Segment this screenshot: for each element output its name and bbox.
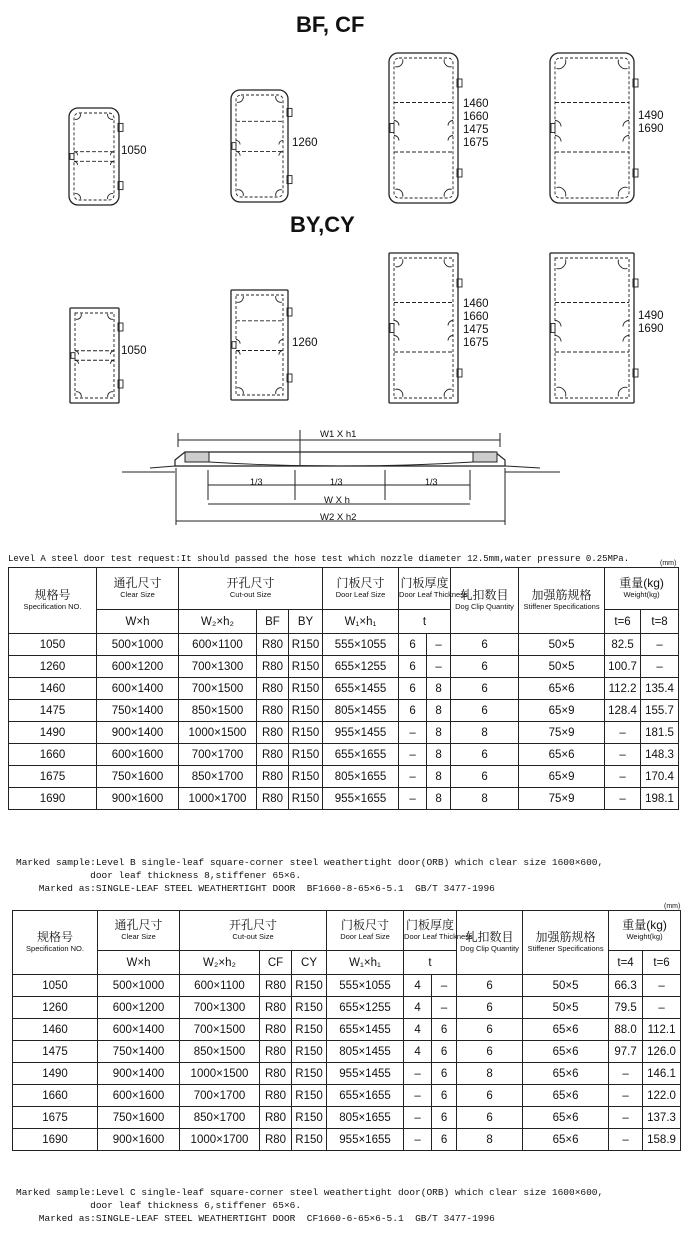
cell-thick-2: –: [432, 997, 457, 1019]
dim-label-third: 1/3: [330, 477, 343, 487]
cell-leaf-size: 955×1655: [323, 788, 399, 810]
sub-header: t: [404, 951, 457, 975]
cell-weight-2: –: [643, 997, 681, 1019]
cell-thick-2: –: [427, 634, 451, 656]
sub-header: W₁×h₁: [323, 610, 399, 634]
cell-thick-2: 8: [427, 788, 451, 810]
cell-stiffener: 65×6: [519, 678, 605, 700]
cell-dog-clips: 8: [457, 1063, 523, 1085]
cell-clear-size: 600×1200: [97, 656, 179, 678]
cell-cutout-size: 850×1700: [179, 766, 257, 788]
cell-cutout-size: 600×1100: [179, 634, 257, 656]
cell-corner-1: R80: [260, 1019, 292, 1041]
cell-spec: 1475: [9, 700, 97, 722]
cell-thick-1: –: [399, 766, 427, 788]
cell-thick-1: –: [404, 1107, 432, 1129]
cell-weight-1: 100.7: [605, 656, 641, 678]
cell-cutout-size: 700×1300: [179, 656, 257, 678]
cell-thick-2: 6: [432, 1085, 457, 1107]
cell-thick-2: 8: [427, 744, 451, 766]
marked-sample-note-b: Marked sample:Level B single-leaf square-corner steel weathertight door(ORB) which clear size 1600×600, door leaf thickness 8,stiffener 65×6. Marked as:SINGLE-LEAF STEEL WEATHERTIGHT DOOR BF1660-8-65×6-5.1 GB/T 3477-1996: [16, 857, 604, 894]
cell-corner-1: R80: [260, 1107, 292, 1129]
cell-thick-2: –: [432, 975, 457, 997]
cell-thick-2: 8: [427, 722, 451, 744]
cell-leaf-size: 655×1255: [327, 997, 404, 1019]
cell-corner-2: R150: [289, 656, 323, 678]
cell-corner-2: R150: [292, 1107, 327, 1129]
cell-corner-2: R150: [289, 766, 323, 788]
cell-cutout-size: 700×1300: [180, 997, 260, 1019]
cell-corner-2: R150: [289, 678, 323, 700]
cell-spec: 1690: [13, 1129, 98, 1151]
cell-corner-1: R80: [257, 700, 289, 722]
table-row: [9, 744, 679, 766]
cell-leaf-size: 655×1655: [327, 1085, 404, 1107]
cell-spec: 1690: [9, 788, 97, 810]
cell-clear-size: 900×1600: [97, 788, 179, 810]
col-header-thickness: 门板厚度 Door Leaf Thickness: [399, 568, 451, 610]
cell-spec: 1675: [13, 1107, 98, 1129]
cell-leaf-size: 655×1655: [323, 744, 399, 766]
cell-corner-2: R150: [292, 1041, 327, 1063]
door-outline: [231, 90, 292, 202]
sub-header: t=6: [643, 951, 681, 975]
cell-cutout-size: 1000×1700: [180, 1129, 260, 1151]
cell-cutout-size: 1000×1700: [179, 788, 257, 810]
cell-corner-1: R80: [260, 1063, 292, 1085]
cell-spec: 1050: [9, 634, 97, 656]
cell-dog-clips: 6: [451, 634, 519, 656]
cell-corner-2: R150: [289, 744, 323, 766]
cell-weight-2: 170.4: [641, 766, 679, 788]
cell-cutout-size: 850×1500: [180, 1041, 260, 1063]
table-row: [9, 634, 679, 656]
cell-corner-1: R80: [257, 788, 289, 810]
cell-weight-2: 148.3: [641, 744, 679, 766]
cell-weight-2: 135.4: [641, 678, 679, 700]
cell-dog-clips: 6: [451, 700, 519, 722]
table-row: [13, 1063, 681, 1085]
cell-corner-2: R150: [292, 1019, 327, 1041]
cell-weight-1: –: [609, 1129, 643, 1151]
door-size-label-group: 1460 1660 1475 1675: [463, 298, 489, 349]
cell-thick-1: 6: [399, 678, 427, 700]
cell-thick-2: 6: [432, 1063, 457, 1085]
table-row: [9, 700, 679, 722]
cell-corner-2: R150: [292, 1085, 327, 1107]
sub-header: t=4: [609, 951, 643, 975]
cell-corner-1: R80: [260, 975, 292, 997]
cell-spec: 1460: [9, 678, 97, 700]
cell-weight-1: –: [605, 722, 641, 744]
cell-stiffener: 65×6: [523, 1085, 609, 1107]
col-header-stiffener: 加强筋规格 Stiffener Specifications: [519, 568, 605, 634]
cell-dog-clips: 8: [451, 722, 519, 744]
cell-leaf-size: 655×1255: [323, 656, 399, 678]
cell-thick-1: –: [399, 722, 427, 744]
cell-weight-2: –: [641, 634, 679, 656]
cell-weight-2: 122.0: [643, 1085, 681, 1107]
door-outline: [231, 290, 292, 400]
marked-sample-note-c: Marked sample:Level C single-leaf square-corner steel weathertight door(ORB) which clear size 1600×600, door leaf thickness 6,stiffener 65×6. Marked as:SINGLE-LEAF STEEL WEATHERTIGHT DOOR CF1660-6-65×6-5.1 GB/T 3477-1996: [16, 1187, 604, 1224]
col-header-clear: 通孔尺寸 Clear Size: [98, 911, 180, 951]
cell-thick-1: 4: [404, 1019, 432, 1041]
cell-dog-clips: 6: [451, 766, 519, 788]
col-header-spec: 规格号 Specification NO.: [13, 911, 98, 975]
cell-thick-1: 6: [399, 634, 427, 656]
cell-clear-size: 500×1000: [98, 975, 180, 997]
table-row: [13, 997, 681, 1019]
cell-thick-1: 4: [404, 1041, 432, 1063]
door-outline: [389, 53, 462, 203]
cell-clear-size: 900×1600: [98, 1129, 180, 1151]
cell-dog-clips: 6: [457, 1085, 523, 1107]
test-note: Level A steel door test request:It should passed the hose test which nozzle diameter 12.5mm,water pressure 0.25MPa.: [8, 554, 630, 564]
cell-dog-clips: 6: [451, 678, 519, 700]
cell-weight-1: 66.3: [609, 975, 643, 997]
sub-header: BY: [289, 610, 323, 634]
door-outline: [550, 253, 638, 403]
cell-clear-size: 600×1600: [97, 744, 179, 766]
cell-corner-2: R150: [289, 788, 323, 810]
cell-weight-2: 146.1: [643, 1063, 681, 1085]
cell-corner-2: R150: [292, 997, 327, 1019]
cell-clear-size: 600×1400: [98, 1019, 180, 1041]
cell-cutout-size: 700×1500: [180, 1019, 260, 1041]
cell-dog-clips: 6: [457, 975, 523, 997]
door-size-label-group: 1460 1660 1475 1675: [463, 98, 489, 149]
cell-stiffener: 65×6: [523, 1019, 609, 1041]
sub-header: t: [399, 610, 451, 634]
cell-corner-2: R150: [289, 634, 323, 656]
cell-leaf-size: 955×1455: [323, 722, 399, 744]
table-row: [9, 678, 679, 700]
cell-stiffener: 65×6: [519, 744, 605, 766]
cell-dog-clips: 6: [451, 656, 519, 678]
cell-thick-2: 6: [432, 1019, 457, 1041]
dim-label-w1h1: W1 X h1: [320, 429, 357, 440]
sub-header: W₂×h₂: [180, 951, 260, 975]
table-row: [13, 1019, 681, 1041]
cell-corner-1: R80: [257, 634, 289, 656]
cell-spec: 1660: [13, 1085, 98, 1107]
cell-corner-2: R150: [289, 700, 323, 722]
table-row: [9, 722, 679, 744]
cell-thick-1: –: [404, 1063, 432, 1085]
cell-corner-1: R80: [260, 1041, 292, 1063]
cell-thick-2: 6: [432, 1041, 457, 1063]
door-size-label-group: 1490 1690: [638, 310, 664, 335]
cell-stiffener: 65×6: [523, 1041, 609, 1063]
cell-leaf-size: 955×1655: [327, 1129, 404, 1151]
sub-header: CF: [260, 951, 292, 975]
cell-dog-clips: 8: [451, 788, 519, 810]
cell-corner-1: R80: [260, 997, 292, 1019]
cell-stiffener: 65×9: [519, 700, 605, 722]
cell-corner-2: R150: [292, 1063, 327, 1085]
sub-header: CY: [292, 951, 327, 975]
sub-header: t=8: [641, 610, 679, 634]
door-size-label: 1050: [121, 145, 147, 157]
cell-clear-size: 750×1400: [97, 700, 179, 722]
cell-thick-1: 4: [404, 975, 432, 997]
cell-weight-1: 97.7: [609, 1041, 643, 1063]
door-outline: [70, 308, 123, 403]
door-outline: [550, 53, 638, 203]
cell-clear-size: 750×1600: [98, 1107, 180, 1129]
cell-leaf-size: 955×1455: [327, 1063, 404, 1085]
cell-weight-1: 112.2: [605, 678, 641, 700]
col-header-stiffener: 加强筋规格 Stiffener Specifications: [523, 911, 609, 975]
cell-weight-1: –: [609, 1107, 643, 1129]
cell-stiffener: 50×5: [519, 634, 605, 656]
cell-corner-1: R80: [260, 1085, 292, 1107]
dim-label-third: 1/3: [425, 477, 438, 487]
cell-dog-clips: 6: [451, 744, 519, 766]
cell-leaf-size: 655×1455: [327, 1019, 404, 1041]
col-header-clear: 通孔尺寸 Clear Size: [97, 568, 179, 610]
cell-clear-size: 900×1400: [98, 1063, 180, 1085]
cell-corner-1: R80: [257, 678, 289, 700]
sub-header: W₂×h₂: [179, 610, 257, 634]
table-row: [13, 1041, 681, 1063]
cell-cutout-size: 700×1700: [179, 744, 257, 766]
cell-stiffener: 75×9: [519, 722, 605, 744]
cell-weight-2: 181.5: [641, 722, 679, 744]
col-header-cutout: 开孔尺寸 Cut-out Size: [180, 911, 327, 951]
cell-clear-size: 600×1400: [97, 678, 179, 700]
col-header-spec: 规格号 Specification NO.: [9, 568, 97, 634]
cell-dog-clips: 6: [457, 997, 523, 1019]
table-row: [9, 656, 679, 678]
cell-weight-2: 155.7: [641, 700, 679, 722]
cell-corner-1: R80: [257, 656, 289, 678]
door-size-label: 1260: [292, 137, 318, 149]
cell-leaf-size: 555×1055: [323, 634, 399, 656]
col-header-thickness: 门板厚度 Door Leaf Thickness: [404, 911, 457, 951]
cell-thick-1: 6: [399, 700, 427, 722]
cell-weight-1: –: [609, 1085, 643, 1107]
col-header-weight: 重量(kg) Weight(kg): [605, 568, 679, 610]
cell-cutout-size: 1000×1500: [180, 1063, 260, 1085]
cell-spec: 1660: [9, 744, 97, 766]
cell-leaf-size: 655×1455: [323, 678, 399, 700]
cell-dog-clips: 6: [457, 1107, 523, 1129]
cell-stiffener: 65×6: [523, 1063, 609, 1085]
cell-cutout-size: 700×1700: [180, 1085, 260, 1107]
table-row: [13, 1107, 681, 1129]
cell-leaf-size: 805×1655: [327, 1107, 404, 1129]
table-row: [9, 766, 679, 788]
table-row: [9, 788, 679, 810]
door-outline: [389, 253, 462, 403]
cell-thick-2: –: [427, 656, 451, 678]
heading-bf-cf: BF, CF: [296, 12, 365, 37]
cell-thick-1: –: [399, 744, 427, 766]
cell-thick-1: –: [404, 1129, 432, 1151]
cell-clear-size: 750×1400: [98, 1041, 180, 1063]
spec-table-level-c: [12, 910, 681, 1151]
cell-thick-1: 4: [404, 997, 432, 1019]
cell-weight-1: 82.5: [605, 634, 641, 656]
cell-leaf-size: 805×1455: [327, 1041, 404, 1063]
cell-corner-1: R80: [257, 722, 289, 744]
cell-weight-2: 137.3: [643, 1107, 681, 1129]
sub-header: BF: [257, 610, 289, 634]
cell-spec: 1490: [9, 722, 97, 744]
cell-spec: 1050: [13, 975, 98, 997]
cell-weight-1: –: [605, 744, 641, 766]
cell-corner-1: R80: [257, 744, 289, 766]
cell-dog-clips: 6: [457, 1019, 523, 1041]
heading-by-cy: BY,CY: [290, 212, 355, 237]
cell-thick-2: 8: [427, 766, 451, 788]
cell-weight-1: –: [605, 788, 641, 810]
cell-spec: 1475: [13, 1041, 98, 1063]
cell-thick-1: 6: [399, 656, 427, 678]
cell-stiffener: 50×5: [519, 656, 605, 678]
cell-spec: 1260: [9, 656, 97, 678]
cell-thick-1: –: [404, 1085, 432, 1107]
cell-corner-1: R80: [257, 766, 289, 788]
sub-header: t=6: [605, 610, 641, 634]
cell-corner-2: R150: [292, 975, 327, 997]
cell-spec: 1460: [13, 1019, 98, 1041]
dim-label-w2h2: W2 X h2: [320, 512, 357, 523]
cell-thick-1: –: [399, 788, 427, 810]
cell-clear-size: 500×1000: [97, 634, 179, 656]
cell-thick-2: 6: [432, 1107, 457, 1129]
cell-leaf-size: 805×1455: [323, 700, 399, 722]
cell-weight-1: 88.0: [609, 1019, 643, 1041]
cell-thick-2: 8: [427, 700, 451, 722]
cell-corner-2: R150: [292, 1129, 327, 1151]
col-header-leaf: 门板尺寸 Door Leaf Size: [327, 911, 404, 951]
cell-weight-2: –: [641, 656, 679, 678]
col-header-dog: 轧扣数目 Dog Clip Quantity: [457, 911, 523, 975]
cell-weight-2: 158.9: [643, 1129, 681, 1151]
sub-header: W×h: [98, 951, 180, 975]
col-header-leaf: 门板尺寸 Door Leaf Size: [323, 568, 399, 610]
cell-weight-1: –: [605, 766, 641, 788]
cell-clear-size: 750×1600: [97, 766, 179, 788]
cell-clear-size: 600×1600: [98, 1085, 180, 1107]
cell-dog-clips: 6: [457, 1041, 523, 1063]
dim-label-third: 1/3: [250, 477, 263, 487]
cell-weight-1: 128.4: [605, 700, 641, 722]
cell-clear-size: 600×1200: [98, 997, 180, 1019]
cell-cutout-size: 850×1700: [180, 1107, 260, 1129]
cell-dog-clips: 8: [457, 1129, 523, 1151]
sub-header: W×h: [97, 610, 179, 634]
cell-weight-2: 198.1: [641, 788, 679, 810]
col-header-dog: 轧扣数目 Dog Clip Quantity: [451, 568, 519, 634]
cell-cutout-size: 600×1100: [180, 975, 260, 997]
cell-spec: 1490: [13, 1063, 98, 1085]
cell-weight-2: 126.0: [643, 1041, 681, 1063]
cell-weight-2: –: [643, 975, 681, 997]
cell-stiffener: 75×9: [519, 788, 605, 810]
cell-weight-1: 79.5: [609, 997, 643, 1019]
door-drawings: [0, 0, 700, 530]
cell-cutout-size: 700×1500: [179, 678, 257, 700]
sub-header: W₁×h₁: [327, 951, 404, 975]
cell-leaf-size: 555×1055: [327, 975, 404, 997]
cell-weight-2: 112.1: [643, 1019, 681, 1041]
cell-cutout-size: 1000×1500: [179, 722, 257, 744]
cell-stiffener: 50×5: [523, 975, 609, 997]
cell-clear-size: 900×1400: [97, 722, 179, 744]
door-outline: [69, 108, 123, 205]
cell-cutout-size: 850×1500: [179, 700, 257, 722]
cell-corner-2: R150: [289, 722, 323, 744]
door-size-label: 1260: [292, 337, 318, 349]
cell-stiffener: 65×6: [523, 1107, 609, 1129]
cell-stiffener: 65×6: [523, 1129, 609, 1151]
cell-thick-2: 8: [427, 678, 451, 700]
table-row: [13, 1129, 681, 1151]
table-row: [13, 975, 681, 997]
cell-spec: 1260: [13, 997, 98, 1019]
table-row: [13, 1085, 681, 1107]
spec-table-level-a: [8, 567, 679, 810]
cell-stiffener: 50×5: [523, 997, 609, 1019]
cell-weight-1: –: [609, 1063, 643, 1085]
cell-stiffener: 65×9: [519, 766, 605, 788]
col-header-weight: 重量(kg) Weight(kg): [609, 911, 681, 951]
door-size-label-group: 1490 1690: [638, 110, 664, 135]
col-header-cutout: 开孔尺寸 Cut-out Size: [179, 568, 323, 610]
cell-corner-1: R80: [260, 1129, 292, 1151]
unit-label: (mm): [664, 903, 681, 910]
cell-thick-2: 6: [432, 1129, 457, 1151]
cell-spec: 1675: [9, 766, 97, 788]
unit-label: (mm): [660, 560, 677, 567]
dim-label-wh: W X h: [324, 495, 350, 506]
cell-leaf-size: 805×1655: [323, 766, 399, 788]
door-size-label: 1050: [121, 345, 147, 357]
